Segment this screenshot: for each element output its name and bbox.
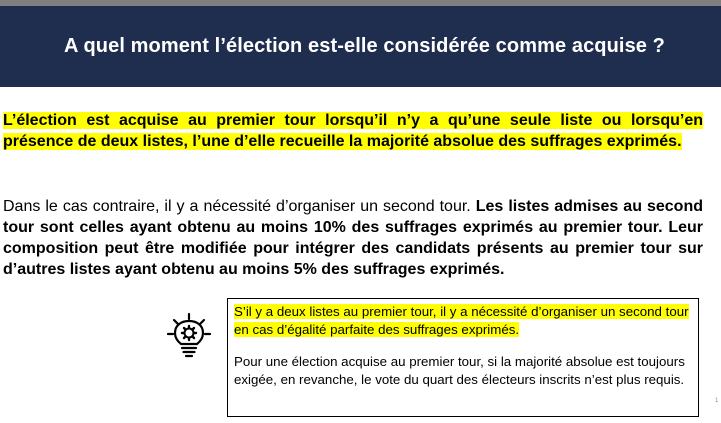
highlighted-paragraph-text: L’élection est acquise au premier tour lorsqu’il n’y a qu’une seule liste ou lorsqu’en présence de deux listes, l’une d’elle recueille la majorité absolue des suffrages exprimés. — [3, 112, 703, 150]
paragraph-second-round — [3, 196, 703, 280]
page-title: A quel moment l’élection est-elle considérée comme acquise ? — [64, 35, 665, 57]
paragraph-first-round — [3, 110, 703, 152]
title-banner — [0, 6, 721, 87]
paragraph-plain-text: Dans le cas contraire, il y a nécessité d’organiser un second tour. — [3, 198, 476, 215]
note-highlighted-text: S’il y a deux listes au premier tour, il y a nécessité d’organiser un second tour en cas d’égalité parfaite des suffrages exprimés. — [234, 304, 689, 337]
note-highlighted-paragraph — [234, 303, 692, 339]
note-text: Pour une élection acquise au premier tour, si la majorité absolue est toujours exigée, en revanche, le vote du quart des électeurs inscrits n’est plus requis. — [234, 354, 685, 387]
note-box — [227, 298, 699, 417]
side-mark: 1 — [715, 398, 719, 404]
paragraph-bold-text: Les listes admises au second tour sont celles ayant obtenu au moins 10% des suffrages exprimés au premier tour. Leur composition peut être modifiée pour intégrer des candidats présents au premier tour sur d’autres listes ayant obtenu au moins 5% des suffrages exprimés. — [3, 198, 703, 278]
lightbulb-icon — [165, 312, 213, 360]
